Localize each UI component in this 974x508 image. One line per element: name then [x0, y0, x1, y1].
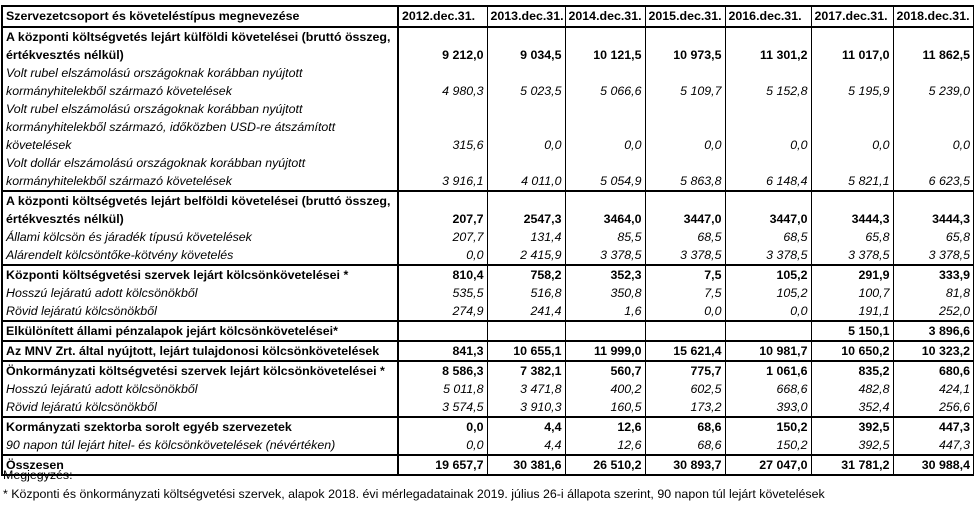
header-year: 2014.dec.31.	[565, 6, 645, 27]
value-cell: 7,5	[645, 265, 725, 284]
value-cell	[645, 321, 725, 341]
value-cell: 5 011,8	[398, 380, 487, 398]
value-cell: 12,6	[565, 417, 645, 436]
value-cell: 447,3	[893, 436, 974, 455]
value-cell: 65,8	[811, 228, 893, 246]
value-cell: 680,6	[893, 361, 974, 380]
notes-text: * Központi és önkormányzati költségvetési szervek, alapok 2018. évi mérlegadatainak 2019. július 26-i állapota szerint, 90 napon túl lejárt követelések	[3, 487, 825, 501]
value-cell: 173,2	[645, 398, 725, 417]
value-cell: 0,0	[398, 436, 487, 455]
table-row-item	[2, 398, 974, 417]
header-year: 2018.dec.31.	[893, 6, 974, 27]
value-cell: 3 378,5	[645, 246, 725, 265]
value-cell: 241,4	[487, 302, 565, 321]
table-row-item	[2, 284, 974, 302]
value-cell: 0,0	[565, 100, 645, 154]
table-row-item	[2, 228, 974, 246]
value-cell: 3 896,6	[893, 321, 974, 341]
value-cell: 68,5	[725, 228, 811, 246]
value-cell: 68,6	[645, 417, 725, 436]
header-year: 2012.dec.31.	[398, 6, 487, 27]
value-cell: 10 650,2	[811, 341, 893, 361]
value-cell: 0,0	[398, 417, 487, 436]
value-cell: 560,7	[565, 361, 645, 380]
value-cell: 3464,0	[565, 191, 645, 228]
value-cell: 393,0	[725, 398, 811, 417]
row-label: Kormányzati szektorba sorolt egyéb szervezetek	[2, 417, 398, 436]
header-label: Szervezetcsoport és követeléstípus megnevezése	[2, 6, 398, 27]
value-cell: 5 109,7	[645, 64, 725, 100]
header-year: 2013.dec.31.	[487, 6, 565, 27]
row-label: Hosszú lejáratú adott kölcsönökből	[2, 380, 398, 398]
value-cell: 3447,0	[725, 191, 811, 228]
value-cell: 0,0	[811, 100, 893, 154]
header-row	[2, 6, 974, 27]
header-year: 2017.dec.31.	[811, 6, 893, 27]
table-row-group	[2, 417, 974, 436]
value-cell: 160,5	[565, 398, 645, 417]
table-row-group	[2, 265, 974, 284]
value-cell: 3 574,5	[398, 398, 487, 417]
value-cell: 3 471,8	[487, 380, 565, 398]
value-cell: 30 381,6	[487, 455, 565, 475]
value-cell: 758,2	[487, 265, 565, 284]
table-row-group	[2, 191, 974, 228]
value-cell: 447,3	[893, 417, 974, 436]
value-cell: 1 061,6	[725, 361, 811, 380]
value-cell: 0,0	[398, 246, 487, 265]
value-cell: 191,1	[811, 302, 893, 321]
row-label: Állami kölcsön és járadék típusú követelések	[2, 228, 398, 246]
value-cell	[398, 321, 487, 341]
table-row-item	[2, 100, 974, 154]
value-cell: 350,8	[565, 284, 645, 302]
row-label: Elkülönített állami pénzalapok jejárt kölcsönkövetelései*	[2, 321, 398, 341]
value-cell: 5 023,5	[487, 64, 565, 100]
value-cell: 835,2	[811, 361, 893, 380]
table-row-group	[2, 27, 974, 64]
row-label: Volt dollár elszámolású országoknak korábban nyújtott kormányhitelekből származó követelések	[2, 154, 398, 191]
row-label: A központi költségvetés lejárt belföldi követelései (bruttó összeg, értékvesztés nélkül)	[2, 191, 398, 228]
value-cell: 0,0	[645, 100, 725, 154]
notes	[3, 466, 825, 504]
value-cell: 4 011,0	[487, 154, 565, 191]
value-cell: 4,4	[487, 436, 565, 455]
value-cell: 12,6	[565, 436, 645, 455]
value-cell: 9 034,5	[487, 27, 565, 64]
value-cell: 5 821,1	[811, 154, 893, 191]
row-label: Önkormányzati költségvetési szervek lejárt kölcsönkövetelései *	[2, 361, 398, 380]
value-cell: 105,2	[725, 284, 811, 302]
value-cell: 5 863,8	[645, 154, 725, 191]
value-cell: 131,4	[487, 228, 565, 246]
value-cell: 6 148,4	[725, 154, 811, 191]
value-cell: 274,9	[398, 302, 487, 321]
row-label: Alárendelt kölcsöntőke-kötvény követelés	[2, 246, 398, 265]
row-label: Rövid lejáratú kölcsönökből	[2, 302, 398, 321]
value-cell: 315,6	[398, 100, 487, 154]
value-cell: 2 415,9	[487, 246, 565, 265]
value-cell: 10 121,5	[565, 27, 645, 64]
table-row-item	[2, 246, 974, 265]
value-cell: 9 212,0	[398, 27, 487, 64]
notes-title: Megjegyzés:	[3, 468, 73, 482]
value-cell: 5 054,9	[565, 154, 645, 191]
value-cell: 0,0	[487, 100, 565, 154]
value-cell: 7,5	[645, 284, 725, 302]
row-label: Volt rubel elszámolású országoknak korábban nyújtott kormányhitelekből származó, időközben USD-re átszámított követelések	[2, 100, 398, 154]
value-cell: 392,5	[811, 417, 893, 436]
table-row-item	[2, 436, 974, 455]
row-label: Volt rubel elszámolású országoknak korábban nyújtott kormányhitelekből származó követelések	[2, 64, 398, 100]
value-cell: 11 999,0	[565, 341, 645, 361]
value-cell: 516,8	[487, 284, 565, 302]
value-cell: 2547,3	[487, 191, 565, 228]
value-cell: 3447,0	[645, 191, 725, 228]
value-cell: 3 378,5	[725, 246, 811, 265]
value-cell: 352,3	[565, 265, 645, 284]
value-cell: 10 655,1	[487, 341, 565, 361]
value-cell: 10 973,5	[645, 27, 725, 64]
value-cell: 333,9	[893, 265, 974, 284]
value-cell: 207,7	[398, 228, 487, 246]
value-cell: 1,6	[565, 302, 645, 321]
value-cell: 392,5	[811, 436, 893, 455]
value-cell: 3 378,5	[565, 246, 645, 265]
value-cell: 68,5	[645, 228, 725, 246]
value-cell: 3 916,1	[398, 154, 487, 191]
value-cell: 3444,3	[893, 191, 974, 228]
value-cell: 5 152,8	[725, 64, 811, 100]
row-label: Az MNV Zrt. által nyújtott, lejárt tulajdonosi kölcsönkövetelések	[2, 341, 398, 361]
value-cell: 0,0	[645, 302, 725, 321]
value-cell: 10 323,2	[893, 341, 974, 361]
row-label: Összesen	[2, 455, 398, 475]
value-cell: 15 621,4	[645, 341, 725, 361]
value-cell: 85,5	[565, 228, 645, 246]
value-cell: 105,2	[725, 265, 811, 284]
table-row-item	[2, 154, 974, 191]
value-cell: 252,0	[893, 302, 974, 321]
value-cell: 11 862,5	[893, 27, 974, 64]
value-cell: 11 301,2	[725, 27, 811, 64]
value-cell: 100,7	[811, 284, 893, 302]
value-cell: 0,0	[725, 100, 811, 154]
value-cell: 4 980,3	[398, 64, 487, 100]
value-cell: 5 195,9	[811, 64, 893, 100]
header-year: 2016.dec.31.	[725, 6, 811, 27]
table-row-group	[2, 361, 974, 380]
value-cell: 810,4	[398, 265, 487, 284]
value-cell: 5 239,0	[893, 64, 974, 100]
table-body	[2, 27, 974, 475]
value-cell	[565, 321, 645, 341]
value-cell: 256,6	[893, 398, 974, 417]
table-row-item	[2, 64, 974, 100]
value-cell: 65,8	[893, 228, 974, 246]
table-row-group	[2, 321, 974, 341]
value-cell: 4,4	[487, 417, 565, 436]
value-cell: 207,7	[398, 191, 487, 228]
value-cell	[487, 321, 565, 341]
value-cell: 150,2	[725, 436, 811, 455]
value-cell: 10 981,7	[725, 341, 811, 361]
value-cell: 3444,3	[811, 191, 893, 228]
value-cell: 31 781,2	[811, 455, 893, 475]
value-cell: 400,2	[565, 380, 645, 398]
table-row-item	[2, 380, 974, 398]
value-cell: 8 586,3	[398, 361, 487, 380]
value-cell: 291,9	[811, 265, 893, 284]
value-cell: 352,4	[811, 398, 893, 417]
row-label: 90 napon túl lejárt hitel- és kölcsönkövetelések (névértéken)	[2, 436, 398, 455]
value-cell: 602,5	[645, 380, 725, 398]
row-label: A központi költségvetés lejárt külföldi követelései (bruttó összeg, értékvesztés nélkül)	[2, 27, 398, 64]
value-cell: 11 017,0	[811, 27, 893, 64]
row-label: Hosszú lejáratú adott kölcsönökből	[2, 284, 398, 302]
value-cell: 27 047,0	[725, 455, 811, 475]
value-cell: 19 657,7	[398, 455, 487, 475]
value-cell: 535,5	[398, 284, 487, 302]
value-cell: 424,1	[893, 380, 974, 398]
value-cell: 81,8	[893, 284, 974, 302]
value-cell: 775,7	[645, 361, 725, 380]
value-cell: 6 623,5	[893, 154, 974, 191]
value-cell: 5 066,6	[565, 64, 645, 100]
value-cell: 3 910,3	[487, 398, 565, 417]
value-cell: 0,0	[893, 100, 974, 154]
value-cell: 3 378,5	[893, 246, 974, 265]
value-cell: 668,6	[725, 380, 811, 398]
table-row-item	[2, 302, 974, 321]
value-cell: 3 378,5	[811, 246, 893, 265]
row-label: Rövid lejáratú kölcsönökből	[2, 398, 398, 417]
value-cell: 150,2	[725, 417, 811, 436]
value-cell: 30 988,4	[893, 455, 974, 475]
table-row-group	[2, 341, 974, 361]
value-cell	[725, 321, 811, 341]
value-cell: 26 510,2	[565, 455, 645, 475]
value-cell: 0,0	[725, 302, 811, 321]
receivables-table	[1, 5, 974, 476]
value-cell: 841,3	[398, 341, 487, 361]
value-cell: 68,6	[645, 436, 725, 455]
header-year: 2015.dec.31.	[645, 6, 725, 27]
value-cell: 7 382,1	[487, 361, 565, 380]
row-label: Központi költségvetési szervek lejárt kölcsönkövetelései *	[2, 265, 398, 284]
value-cell: 482,8	[811, 380, 893, 398]
value-cell: 5 150,1	[811, 321, 893, 341]
value-cell: 30 893,7	[645, 455, 725, 475]
